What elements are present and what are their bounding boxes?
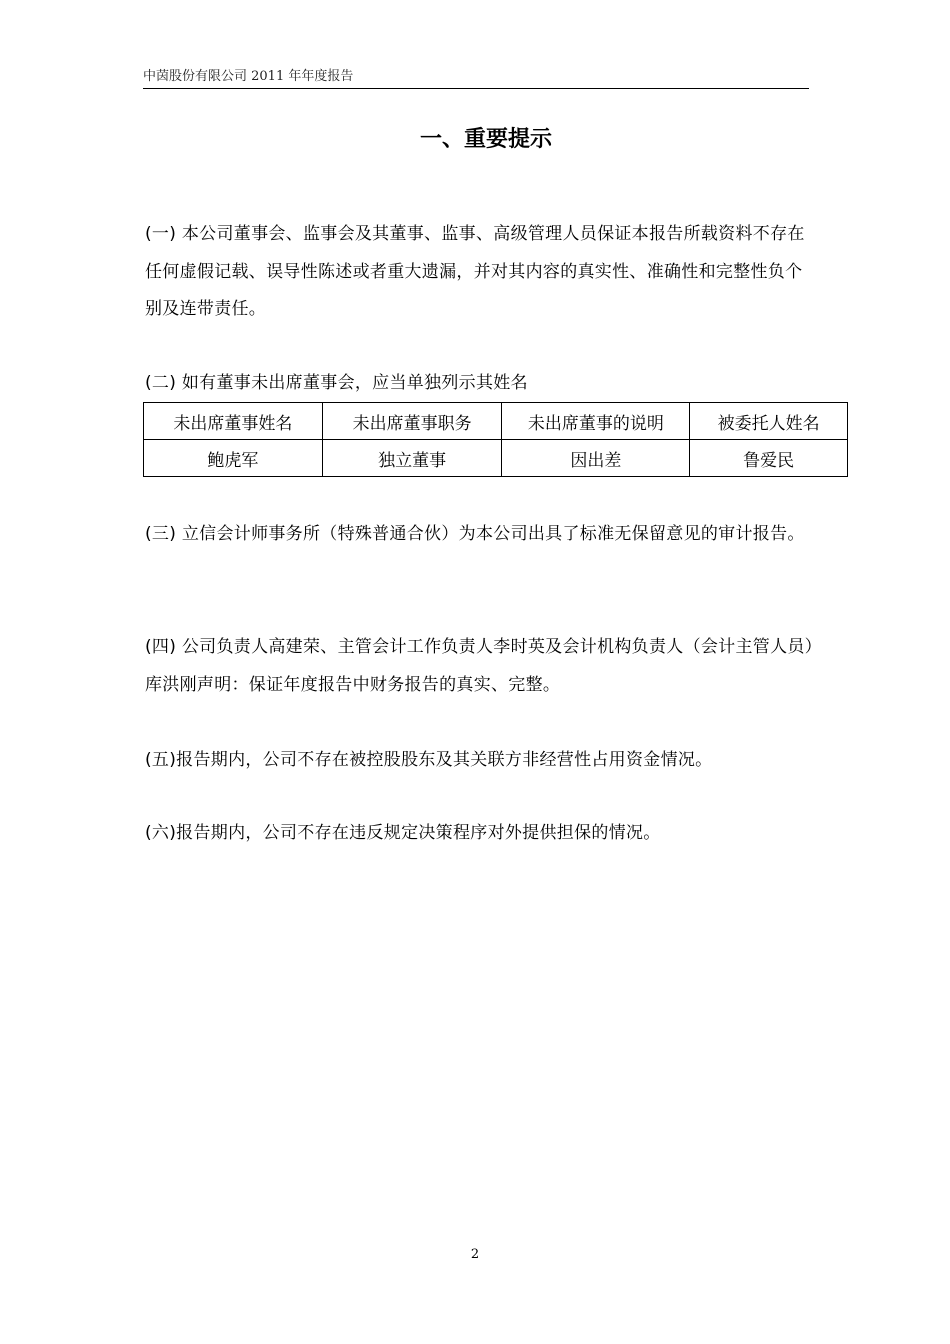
table-header-row (144, 403, 848, 440)
table-row (144, 440, 848, 477)
absent-directors-table (143, 402, 848, 477)
paragraph-5: (五)报告期内，公司不存在被控股股东及其关联方非经营性占用资金情况。 (145, 750, 713, 770)
page-number: 2 (470, 1247, 480, 1262)
table-header-cell: 被委托人姓名 (690, 403, 848, 440)
paragraph-6: (六)报告期内，公司不存在违反规定决策程序对外提供担保的情况。 (145, 823, 661, 843)
page-header: 中茵股份有限公司 2011 年年度报告 (143, 69, 354, 84)
paragraph-4: (四) 公司负责人高建荣、主管会计工作负责人李时英及会计机构负责人（会计主管人员）库洪刚声明：保证年度报告中财务报告的真实、完整。 (145, 637, 814, 695)
header-rule (143, 88, 809, 89)
paragraph-3: (三) 立信会计师事务所（特殊普通合伙）为本公司出具了标准无保留意见的审计报告。 (145, 524, 805, 544)
table-header-cell: 未出席董事的说明 (502, 403, 690, 440)
paragraph-1: (一) 本公司董事会、监事会及其董事、监事、高级管理人员保证本报告所载资料不存在任何虚假记载、误导性陈述或者重大遗漏，并对其内容的真实性、准确性和完整性负个别及连带责任。 (145, 224, 805, 319)
table-cell: 独立董事 (322, 440, 502, 477)
section-title: 一、重要提示 (419, 127, 552, 152)
table-cell: 鲍虎军 (144, 440, 323, 477)
table-header-cell: 未出席董事姓名 (144, 403, 323, 440)
table-header-cell: 未出席董事职务 (322, 403, 502, 440)
table-cell: 因出差 (502, 440, 690, 477)
table-cell: 鲁爱民 (690, 440, 848, 477)
paragraph-2: (二) 如有董事未出席董事会，应当单独列示其姓名 (145, 373, 528, 393)
